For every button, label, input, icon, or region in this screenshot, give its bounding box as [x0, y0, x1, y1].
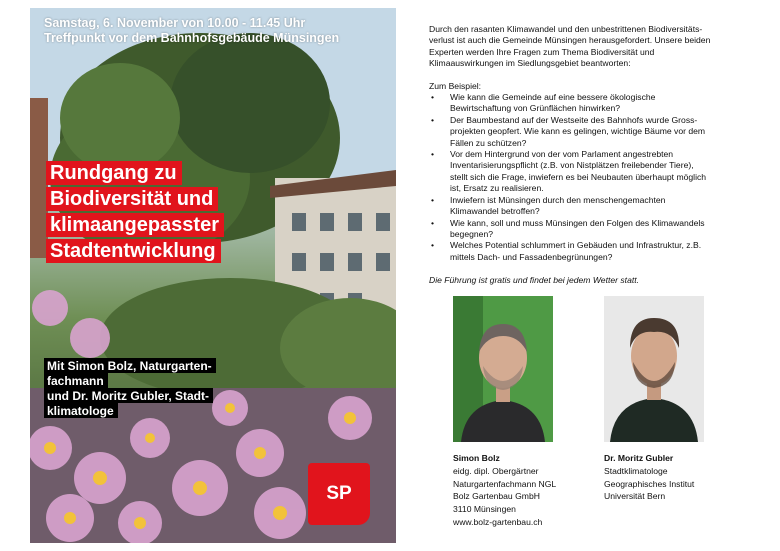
bio-moritz-gubler [604, 452, 694, 503]
portrait-simon-bolz [453, 296, 553, 442]
title-line: Rundgang zu [46, 161, 182, 185]
guides-line: fachmann [44, 373, 108, 388]
portrait-moritz-gubler [604, 296, 704, 442]
list-item [429, 92, 759, 115]
bio-line: Geographisches Institut [604, 478, 695, 489]
flyer-photo-panel [30, 8, 396, 543]
list-item-line: • Inwiefern ist Münsingen durch den menschengemachten [450, 194, 666, 205]
website-link[interactable]: www.bolz-gartenbau.ch [453, 516, 543, 527]
guides-line: klimatologe [44, 403, 118, 418]
intro-paragraph [429, 24, 759, 70]
list-item-line: Fällen zu schützen? [450, 137, 527, 148]
list-item-line: stellt sich die Frage, inwiefern es bei Neubauten überhaupt möglich [450, 171, 707, 182]
list-item-line: • Vor dem Hintergrund von der vom Parlament angestrebten [450, 149, 674, 160]
event-meeting-point: Treffpunkt vor dem Bahnhofsgebäude Münsingen [44, 31, 340, 45]
bio-simon-bolz [453, 452, 556, 529]
list-item-line: ist, Ersatz zu realisieren. [450, 183, 544, 194]
bio-line: Stadtklimatologe [604, 465, 668, 476]
list-item-line: mittels Dach- und Fassadenbegrünungen? [450, 251, 613, 262]
guides-caption [44, 358, 216, 418]
list-item-line: Bewirtschaftung von Grünflächen hinwirken? [450, 103, 621, 114]
person-portrait-icon [453, 296, 553, 442]
list-item-line: projekten geopfert. Wie kann es gelingen, wichtige Bäume vor dem [450, 126, 706, 137]
sp-party-logo: SP [308, 463, 370, 525]
closing-note: Die Führung ist gratis und findet bei jedem Wetter statt. [429, 275, 640, 286]
details-panel [429, 24, 759, 287]
list-item-line: • Der Baumbestand auf der Westseite des Bahnhofs wurde Gross- [450, 114, 698, 125]
list-item-line: • Welches Potential schlummert in Gebäuden und Infrastruktur, z.B. [450, 240, 702, 251]
intro-line: Experten werden Ihre Fragen zum Thema Biodiversität und [429, 46, 655, 57]
event-title [46, 161, 224, 265]
person-name: Simon Bolz [453, 453, 500, 463]
person-name: Dr. Moritz Gubler [604, 453, 674, 463]
bio-line: 3110 Münsingen [453, 504, 516, 515]
bio-line: eidg. dipl. Obergärtner [453, 465, 539, 476]
title-line: Stadtentwicklung [46, 239, 221, 263]
person-portrait-icon [604, 296, 704, 442]
intro-line: Durch den rasanten Klimawandel und den unbestrittenen Biodiversitäts- [429, 24, 703, 34]
bio-line: Naturgartenfachmann NGL [453, 478, 557, 489]
list-item [429, 149, 759, 195]
list-item-line: Klimawandel betroffen? [450, 206, 540, 217]
list-item [429, 240, 759, 263]
examples-heading: Zum Beispiel: [429, 80, 482, 91]
list-item [429, 218, 759, 241]
list-item-line: Inventarisierungspflicht (z.B. von Nistplätzen freilebender Tiere), [450, 160, 694, 171]
title-line: klimaangepasster [46, 213, 224, 237]
event-date-time: Samstag, 6. November von 10.00 - 11.45 Uhr [44, 16, 306, 30]
list-item-line: • Wie kann, soll und muss Münsingen den Folgen des Klimawandels [450, 217, 705, 228]
bio-line: Universität Bern [604, 491, 666, 502]
list-item [429, 115, 759, 149]
guides-line: und Dr. Moritz Gubler, Stadt- [44, 388, 213, 403]
list-item-line: begegnen? [450, 228, 494, 239]
list-item [429, 195, 759, 218]
example-questions-list [429, 92, 759, 263]
bio-line: Bolz Gartenbau GmbH [453, 491, 540, 502]
intro-line: Klimaauswirkungen im Siedlungsgebiet beantworten: [429, 58, 631, 69]
title-line: Biodiversität und [46, 187, 218, 211]
guides-line: Mit Simon Bolz, Naturgarten- [44, 358, 216, 373]
list-item-line: • Wie kann die Gemeinde auf eine bessere ökologische [450, 92, 656, 103]
intro-line: verlust ist auch die Gemeinde Münsingen herausgefordert. Unsere beiden [429, 35, 711, 46]
